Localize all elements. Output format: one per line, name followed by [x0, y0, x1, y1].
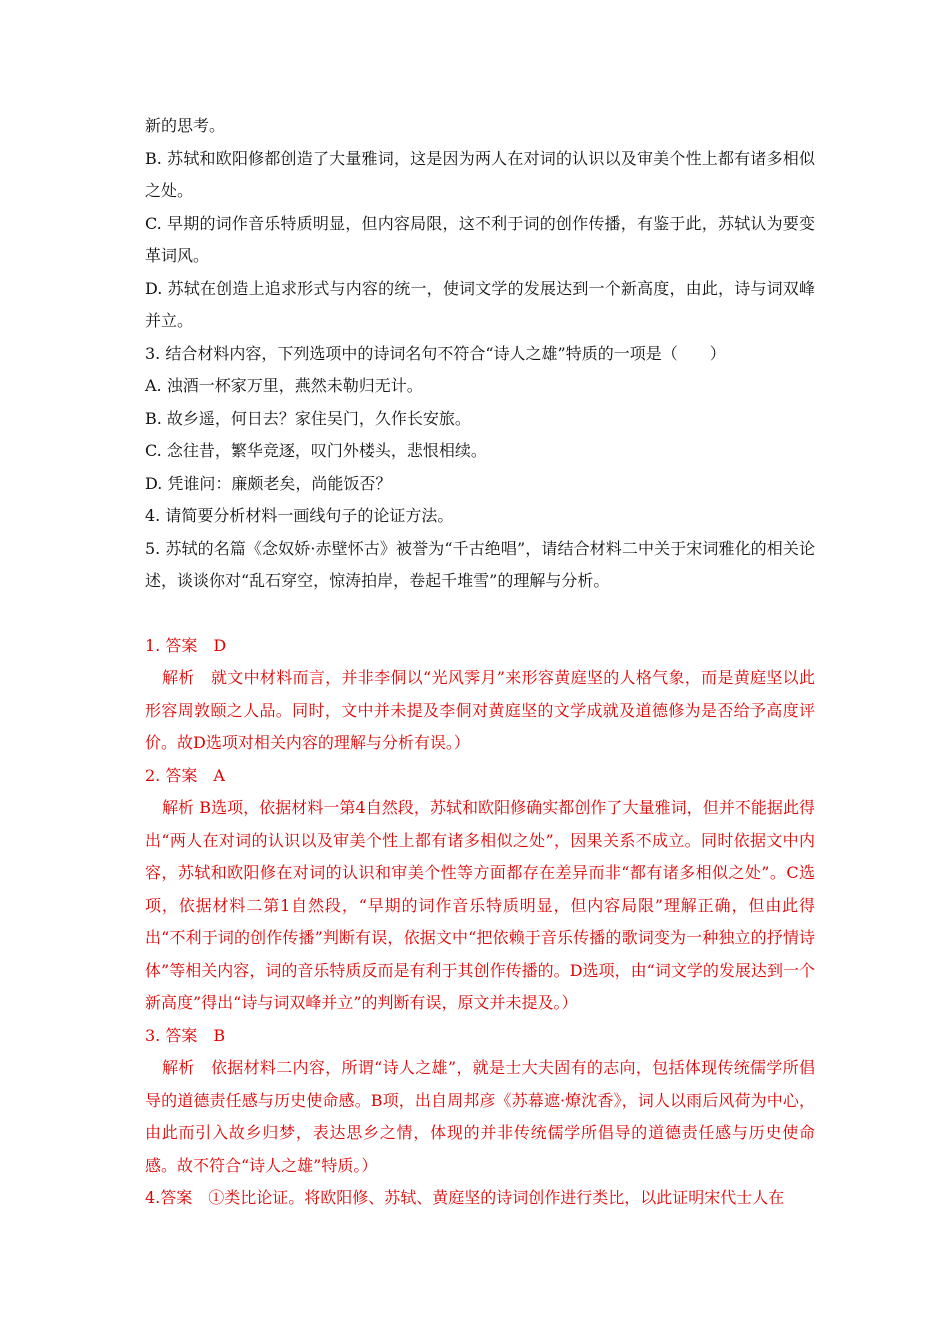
q3-option-a: A. 浊酒一杯家万里，燕然未勒归无计。	[145, 376, 423, 395]
answer-3-explanation: 解析 依据材料二内容，所谓“诗人之雄”，就是士大夫固有的志向，包括体现传统儒学所倡导的道德责任感与历史使命感。B项，出自周邦彦《苏幕遮·燎沈香》，词人以雨后风荷为中心，由此而引入故乡归梦，表达思乡之情，体现的并非传统儒学所倡导的道德责任感与历史使命感。故不符合“诗人之雄”特质。）	[145, 1058, 815, 1175]
document-content	[145, 110, 815, 1215]
q5-stem: 5. 苏轼的名篇《念奴娇·赤壁怀古》被誉为“千古绝唱”，请结合材料二中关于宋词雅化的相关论述，谈谈你对“乱石穿空，惊涛拍岸，卷起千堆雪”的理解与分析。	[145, 538, 815, 590]
answer-3-heading: 3. 答案 B	[145, 1025, 226, 1045]
q3-stem: 3. 结合材料内容，下列选项中的诗词名句不符合“诗人之雄”特质的一项是（ ）	[145, 343, 726, 363]
q3-option-c: C. 念往昔，繁华竞逐，叹门外楼头，悲恨相续。	[145, 441, 487, 460]
answer-2-explanation: 解析 B选项，依据材料一第4自然段，苏轼和欧阳修确实都创作了大量雅词，但并不能据此得出“两人在对词的认识以及审美个性上都有诸多相似之处”，因果关系不成立。同时依据文中内容，苏轼和欧阳修在对词的认识和审美个性等方面都存在差异而非“都有诸多相似之处”。C选项，依据材料二第1自然段，“早期的词作音乐特质明显，但内容局限”理解正确，但由此得出“不利于词的创作传播”判断有误，依据文中“把依赖于音乐传播的歌词变为一种独立的抒情诗体”等相关内容，词的音乐特质反而是有利于其创作传播的。D选项，由“词文学的发展达到一个新高度”得出“诗与词双峰并立”的判断有误，原文并未提及。）	[145, 798, 815, 1012]
answer-2-heading: 2. 答案 A	[145, 765, 225, 785]
q4-stem: 4. 请简要分析材料一画线句子的论证方法。	[145, 506, 454, 525]
answer-1-heading: 1. 答案 D	[145, 635, 227, 655]
answer-1-explanation: 解析 就文中材料而言，并非李侗以“光风霁月”来形容黄庭坚的人格气象，而是黄庭坚以此形容周敦颐之人品。同时，文中并未提及李侗对黄庭坚的文学成就及道德修为是否给予高度评价。故D选项对相关内容的理解与分析有误。）	[145, 668, 815, 752]
section-gap	[145, 598, 815, 630]
q2-option-c: C. 早期的词作音乐特质明显，但内容局限，这不利于词的创作传播，有鉴于此，苏轼认为要变革词风。	[145, 213, 815, 265]
q2-tail-text: 新的思考。	[145, 116, 226, 135]
q2-option-b: B. 苏轼和欧阳修都创造了大量雅词，这是因为两人在对词的认识以及审美个性上都有诸多相似之处。	[145, 148, 815, 200]
q2-option-d: D. 苏轼在创造上追求形式与内容的统一，使词文学的发展达到一个新高度，由此，诗与词双峰并立。	[145, 278, 815, 330]
q3-option-b: B. 故乡遥，何日去？家住吴门，久作长安旅。	[145, 408, 471, 428]
q3-option-d: D. 凭谁问：廉颇老矣，尚能饭否？	[145, 473, 392, 493]
answer-4-heading: 4.答案 ①类比论证。将欧阳修、苏轼、黄庭坚的诗词创作进行类比，以此证明宋代士人在	[145, 1188, 785, 1207]
